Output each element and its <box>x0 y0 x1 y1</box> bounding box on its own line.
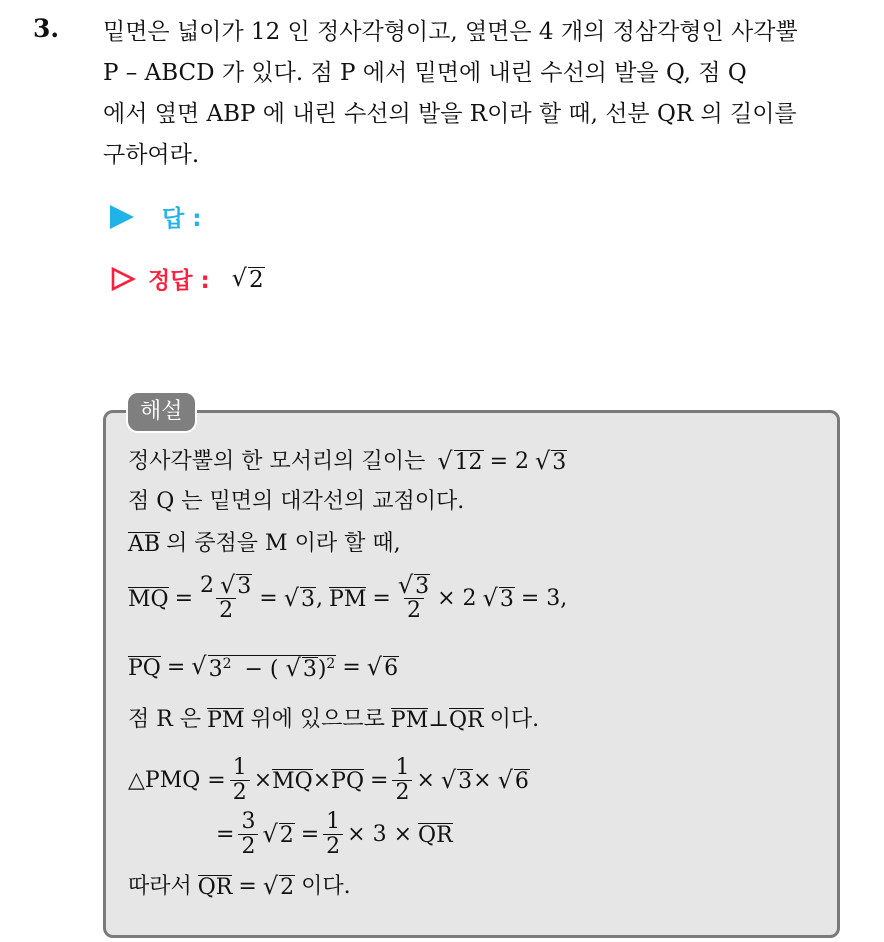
solution-line-9: 따라서 QR = √ 2 이다. <box>128 872 351 900</box>
solution-line-7: △PMQ = $\frac{1}{2}$ × MQ × PQ = $\frac{1}{2}$ × √ 3 × √ 6 <box>128 755 529 805</box>
answer-label: 답 : <box>162 206 202 232</box>
solution-line-8: = $\frac{3}{2}$ √ 2 = $\frac{1}{2}$ × 3 × QR <box>216 809 453 859</box>
solution-line-2: 점 Q 는 밑면의 대각선의 교점이다. <box>128 489 465 514</box>
correct-answer-value: √ 2 <box>231 263 264 293</box>
question-line: 밑면은 넓이가 12 인 정사각형이고, 옆면은 4 개의 정삼각형인 사각뿔 <box>103 19 798 45</box>
solution-line-1: 정사각뿔의 한 모서리의 길이는 √ 12 = 2 √ 3 <box>128 447 567 475</box>
outline-triangle-icon <box>110 266 136 292</box>
answer-row <box>110 200 201 233</box>
correct-answer-label: 정답 : <box>148 268 210 294</box>
solution-line-3: AB 의 중점을 M 이라 할 때, <box>128 531 401 557</box>
solution-line-5: PQ = √ $3^2$ − ( √ 3 )$^2$ = √ 6 <box>128 652 399 682</box>
play-triangle-icon <box>110 205 134 229</box>
question-line: 에서 옆면 ABP 에 내린 수선의 발을 R이라 할 때, 선분 QR 의 길이를 <box>103 101 797 127</box>
question-line: P – ABCD 가 있다. 점 P 에서 밑면에 내린 수선의 발을 Q, 점 Q <box>103 60 747 86</box>
question-line: 구하여라. <box>103 142 200 168</box>
question-number: 3. <box>33 14 60 43</box>
solution-line-4: MQ = 2 √ 3 2 = √ 3 , PM = √ 3 2 × 2 √ 3 = 3, <box>128 571 568 623</box>
solution-tag: 해설 <box>126 391 197 433</box>
solution-line-6: 점 R 은 PM 위에 있으므로 PM ⊥ QR 이다. <box>128 707 540 733</box>
correct-answer-row <box>110 262 265 295</box>
question-text <box>103 12 873 176</box>
